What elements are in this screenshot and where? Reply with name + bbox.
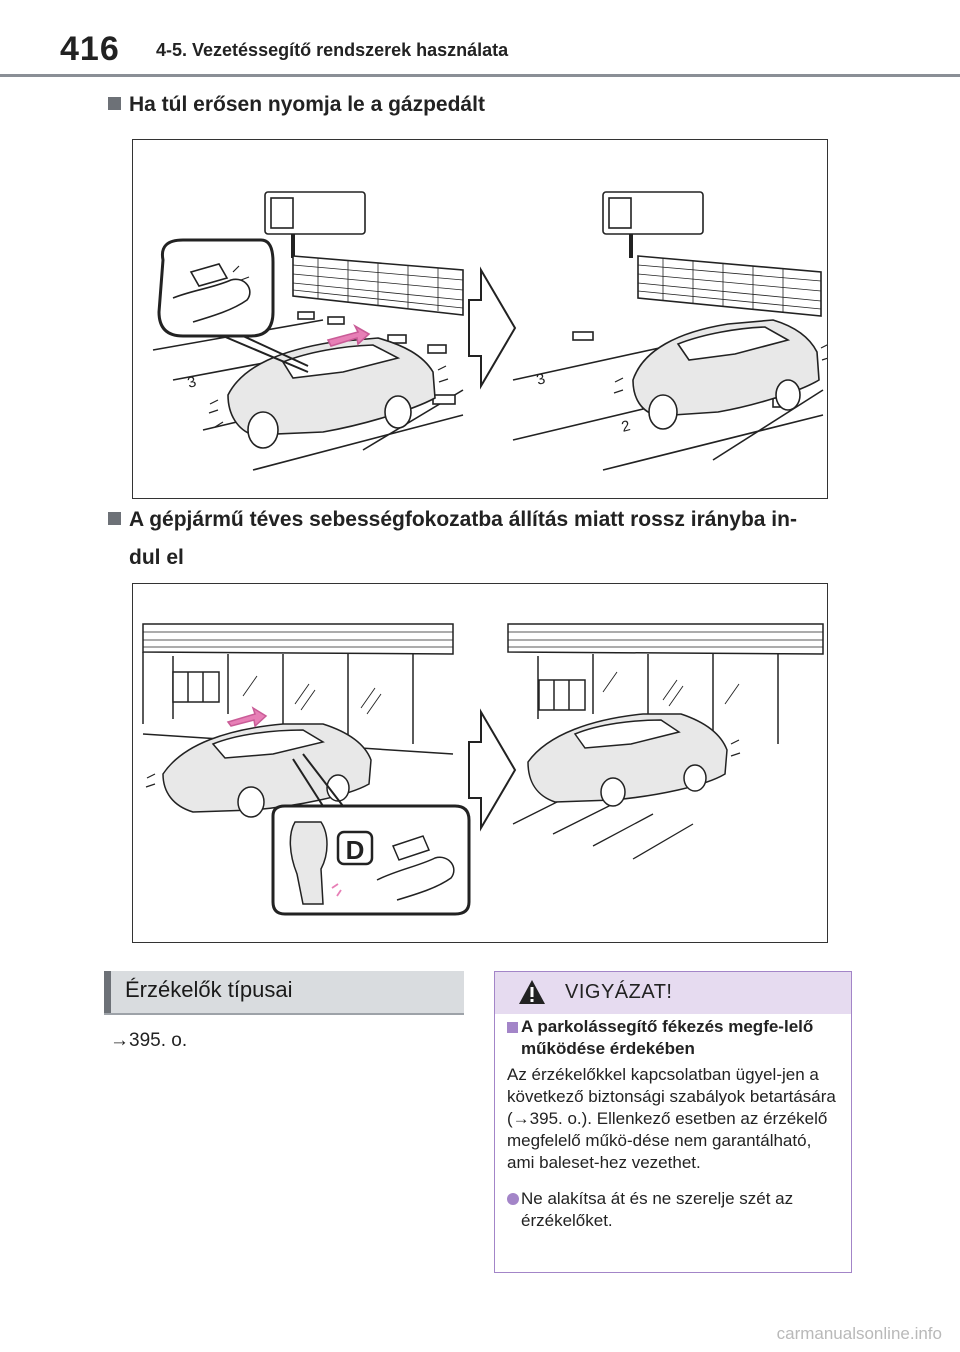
warning-subhead-bullet — [507, 1022, 518, 1033]
sensor-types-heading-box — [104, 971, 464, 1013]
section-bullet — [108, 97, 121, 110]
section-heading-wrong-gear — [108, 503, 868, 575]
page-header — [0, 0, 960, 78]
illustration-storefront — [133, 584, 827, 942]
trash-bins-right — [539, 680, 585, 710]
chapter-title: 4-5. Vezetéssegítő rendszerek használata — [156, 40, 509, 60]
section-heading-text-line1: A gépjármű téves sebességfokozatba állítás miatt rossz irányba in- — [129, 508, 797, 531]
warning-subheading: A parkolássegítő fékezés megfe-lelő működése érdekében — [521, 1017, 814, 1058]
section-bullet — [108, 512, 121, 525]
page-number: 416 — [60, 30, 120, 68]
header-rule — [0, 74, 960, 77]
space-number: 3 — [534, 370, 548, 389]
sensor-types-underline — [104, 1013, 464, 1015]
space-number: 2 — [619, 417, 633, 436]
section-heading-text-line2: dul el — [129, 546, 184, 569]
page-reference-link[interactable]: →395. o. — [110, 1030, 188, 1051]
section-heading-text: Ha túl erősen nyomja le a gázpedált — [129, 93, 485, 116]
warning-box — [494, 971, 852, 1273]
warning-header — [495, 972, 851, 1014]
warning-bullet-dot — [507, 1193, 519, 1205]
motion-arrow-store — [228, 708, 266, 726]
figure-accelerator-pressed — [132, 139, 828, 499]
watermark: carmanualsonline.info — [776, 1324, 942, 1343]
warning-title: VIGYÁZAT! — [565, 981, 673, 1003]
warning-bullet-text: Ne alakítsa át és ne szerelje szét az érzékelőket. — [521, 1189, 794, 1230]
gear-label: D — [345, 835, 365, 865]
space-number: 3 — [185, 373, 199, 392]
figure-wrong-gear — [132, 583, 828, 943]
transition-arrow-1 — [469, 270, 515, 386]
warning-body: Az érzékelőkkel kapcsolatban ügyel-jen a következő biztonsági szabályok betartására (→395. o.). Ellenkező esetben az érzékelő megfelelő műkö-dése nem garantálható, ami baleset-hez vezethet. — [507, 1065, 836, 1172]
illustration-parking-lot — [133, 140, 827, 498]
section-heading-accelerator — [108, 88, 485, 122]
transition-arrow-2 — [469, 712, 515, 828]
warning-triangle-icon — [517, 978, 547, 1006]
sensor-types-heading: Érzékelők típusai — [125, 977, 293, 1002]
trash-bins-left — [173, 672, 219, 702]
